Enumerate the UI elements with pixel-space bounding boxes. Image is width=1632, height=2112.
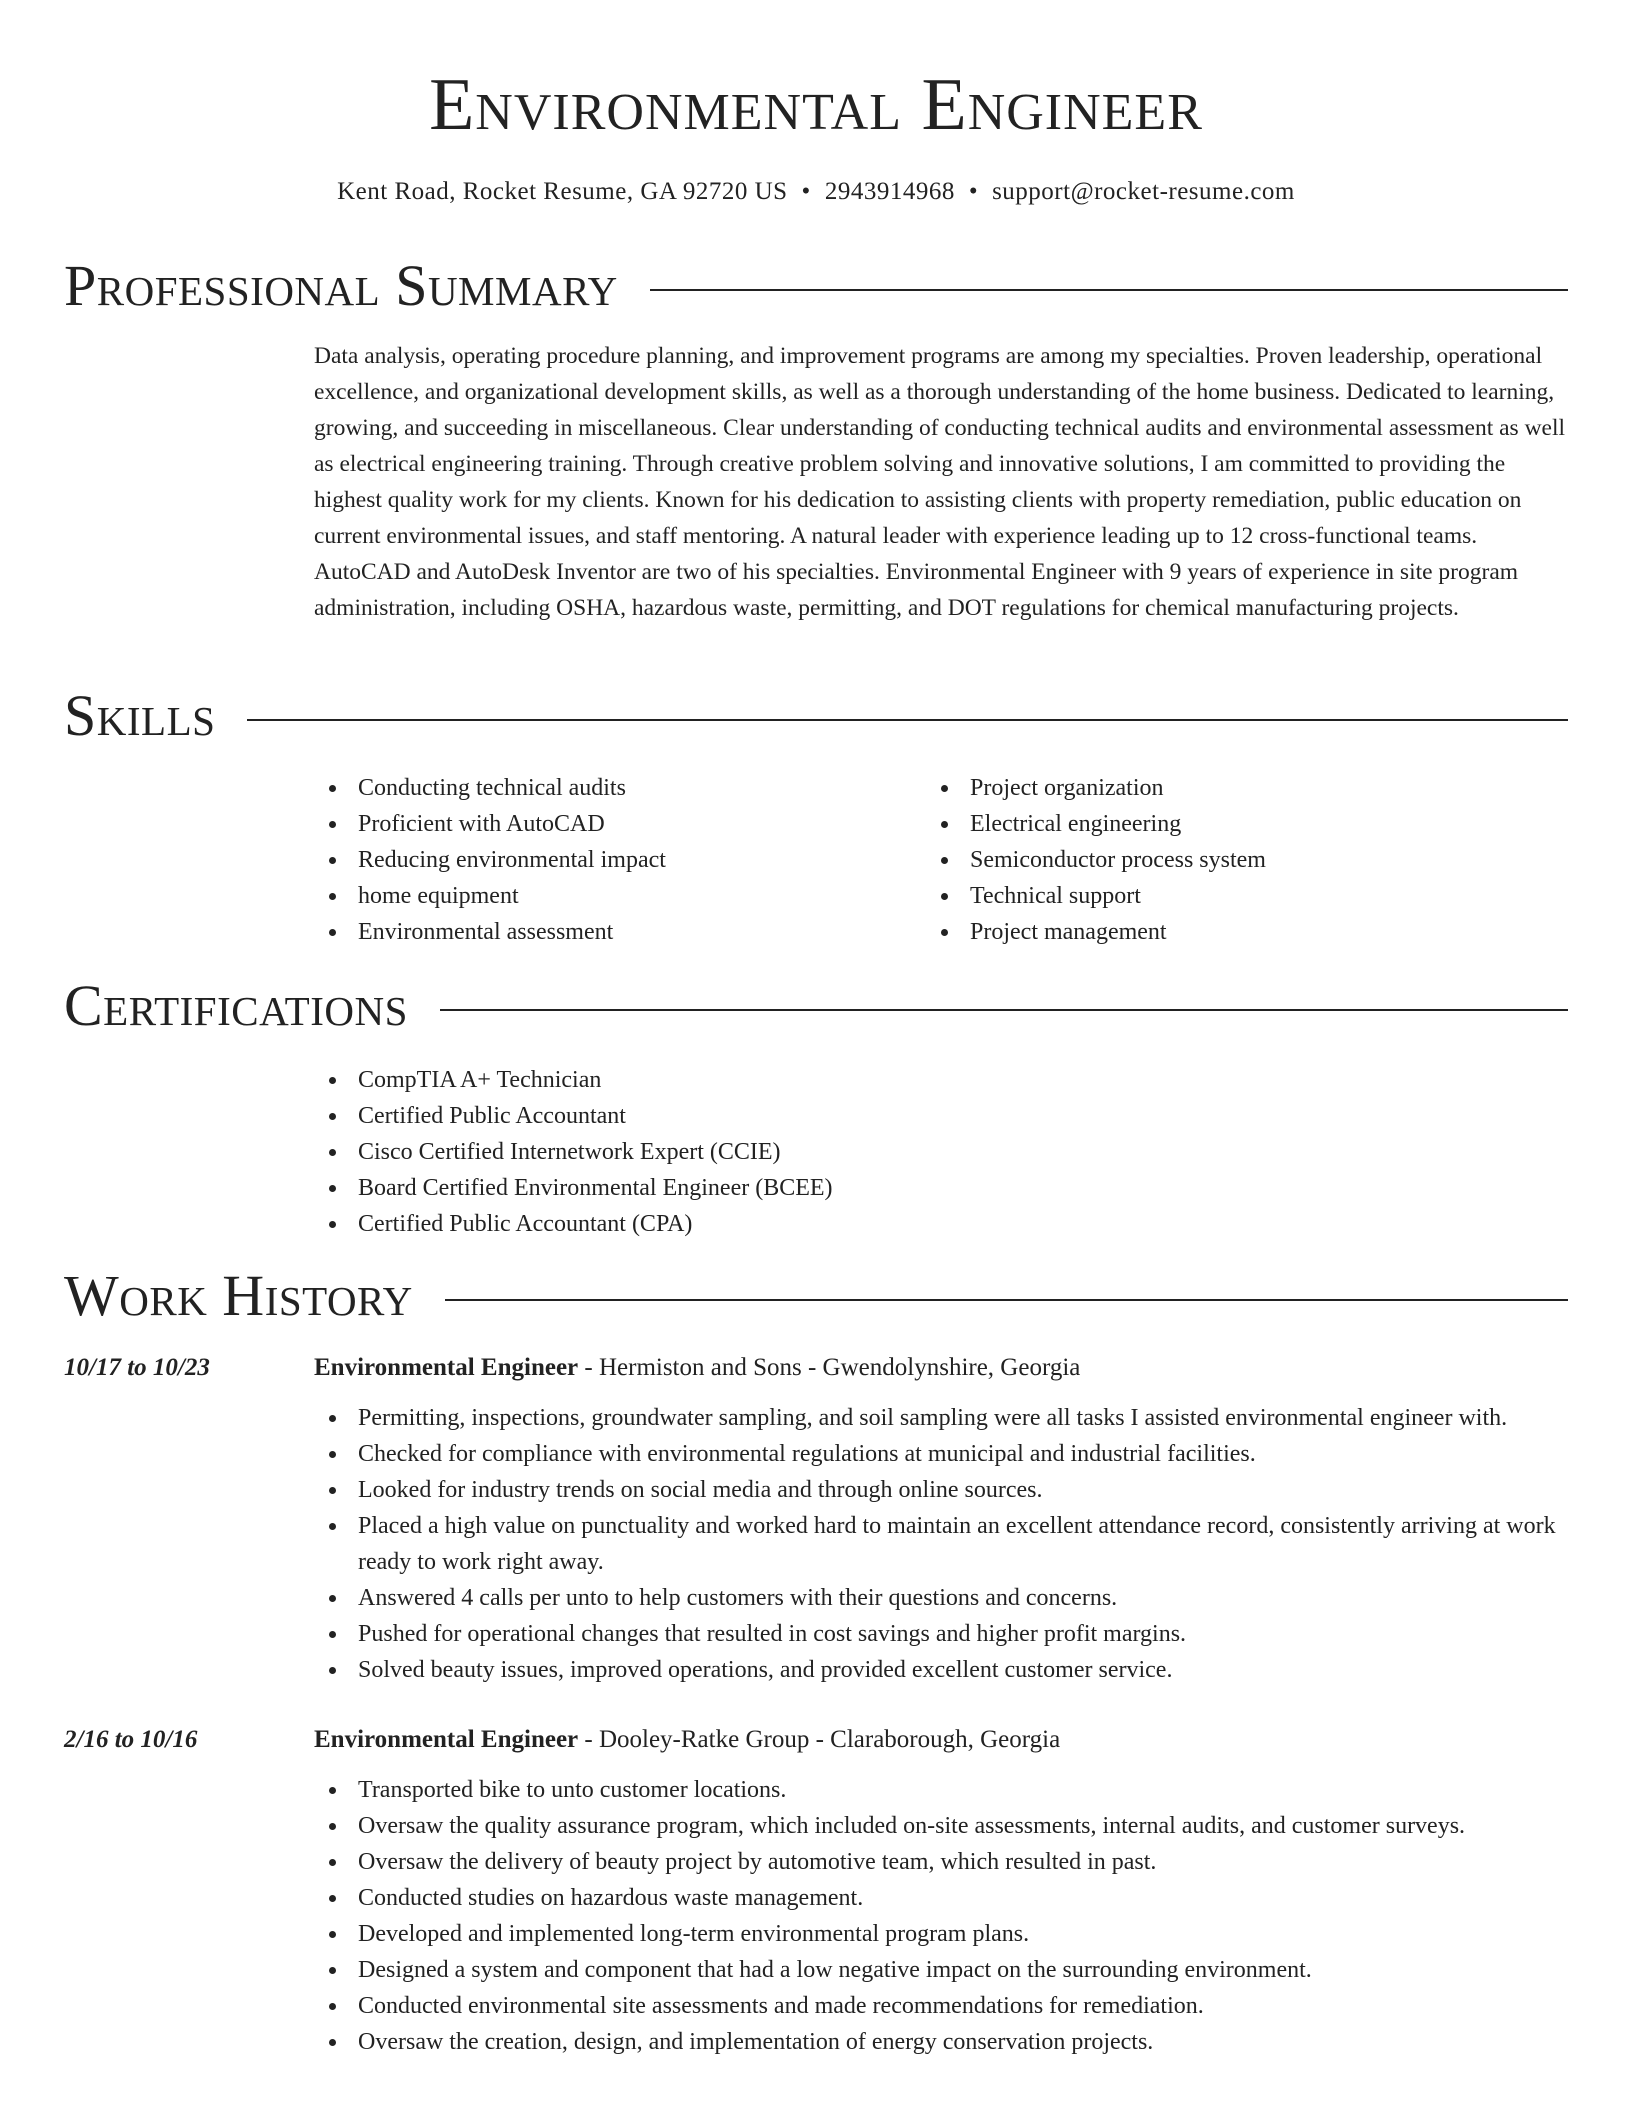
job-title-line xyxy=(314,1720,1060,1760)
list-item: Transported bike to unto customer locations. xyxy=(314,1772,1574,1808)
list-item: Developed and implemented long-term environmental program plans. xyxy=(314,1916,1574,1952)
job-bullets-2 xyxy=(314,1772,1574,2060)
contact-separator: • xyxy=(968,178,979,205)
list-item: Electrical engineering xyxy=(926,806,1526,842)
list-item: Proficient with AutoCAD xyxy=(314,806,914,842)
job-role: Environmental Engineer xyxy=(314,1726,579,1753)
resume-name: Environmental Engineer xyxy=(429,64,1203,146)
list-item: Certified Public Accountant (CPA) xyxy=(314,1206,1514,1242)
contact-email[interactable]: support@rocket-resume.com xyxy=(992,178,1295,205)
job-dates: 10/17 to 10/23 xyxy=(64,1354,210,1381)
job-duties-list xyxy=(314,1772,1574,2060)
list-item: Oversaw the quality assurance program, which included on-site assessments, internal audits, and customer surveys. xyxy=(314,1808,1574,1844)
list-item: Oversaw the creation, design, and implementation of energy conservation projects. xyxy=(314,2024,1574,2060)
contact-separator: • xyxy=(801,178,811,205)
list-item: Solved beauty issues, improved operations, and provided excellent customer service. xyxy=(314,1652,1574,1688)
list-item: Reducing environmental impact xyxy=(314,842,914,878)
section-header-skills xyxy=(64,684,1568,748)
job-dates: 2/16 to 10/16 xyxy=(64,1726,198,1753)
certifications-block xyxy=(314,1062,1514,1242)
section-header-certifications xyxy=(64,974,1568,1038)
job-employer: - Dooley-Ratke Group - Claraborough, Georgia xyxy=(578,1726,1061,1753)
section-title-certifications: Certifications xyxy=(64,973,408,1038)
list-item: Looked for industry trends on social media and through online sources. xyxy=(314,1472,1574,1508)
list-item: Project management xyxy=(926,914,1526,950)
list-item: Certified Public Accountant xyxy=(314,1098,1514,1134)
list-item: Technical support xyxy=(926,878,1526,914)
section-header-summary xyxy=(64,254,1568,318)
contact-line xyxy=(0,176,1632,208)
job-employer: - Hermiston and Sons - Gwendolynshire, Georgia xyxy=(578,1354,1081,1381)
list-item: Designed a system and component that had a low negative impact on the surrounding environment. xyxy=(314,1952,1574,1988)
job-role: Environmental Engineer xyxy=(314,1354,579,1381)
section-title-work-history: Work History xyxy=(64,1263,413,1328)
list-item: Environmental assessment xyxy=(314,914,914,950)
section-divider xyxy=(247,719,1568,721)
certifications-list xyxy=(314,1062,1514,1242)
job-duties-list xyxy=(314,1400,1574,1688)
skills-column-right xyxy=(926,770,1526,950)
list-item: Oversaw the delivery of beauty project by automotive team, which resulted in past. xyxy=(314,1844,1574,1880)
list-item: Answered 4 calls per unto to help customers with their questions and concerns. xyxy=(314,1580,1574,1616)
list-item: Pushed for operational changes that resulted in cost savings and higher profit margins. xyxy=(314,1616,1574,1652)
section-divider xyxy=(440,1009,1568,1011)
section-title-summary: Professional Summary xyxy=(64,253,618,318)
section-header-work-history xyxy=(64,1264,1568,1328)
list-item: home equipment xyxy=(314,878,914,914)
list-item: Conducted studies on hazardous waste management. xyxy=(314,1880,1574,1916)
contact-address: Kent Road, Rocket Resume, GA 92720 US xyxy=(337,178,788,205)
skills-column-left xyxy=(314,770,914,950)
list-item: Project organization xyxy=(926,770,1526,806)
list-item: CompTIA A+ Technician xyxy=(314,1062,1514,1098)
list-item: Semiconductor process system xyxy=(926,842,1526,878)
list-item: Permitting, inspections, groundwater sampling, and soil sampling were all tasks I assisted environmental engineer with. xyxy=(314,1400,1574,1436)
contact-phone: 2943914968 xyxy=(824,178,955,205)
list-item: Checked for compliance with environmental regulations at municipal and industrial facilities. xyxy=(314,1436,1574,1472)
list-item: Cisco Certified Internetwork Expert (CCIE) xyxy=(314,1134,1514,1170)
summary-text: Data analysis, operating procedure planning, and improvement programs are among my specialties. Proven leadership, operational excellence, and organizational development skills, as well as a thorough understanding of the home business. Dedicated to learning, growing, and succeeding in miscellaneous. Clear understanding of conducting technical audits and environmental assessment as well as electrical engineering training. Through creative problem solving and innovative solutions, I am committed to providing the highest quality work for my clients. Known for his dedication to assisting clients with property remediation, public education on current environmental issues, and staff mentoring. A natural leader with experience leading up to 12 cross-functional teams. AutoCAD and AutoDesk Inventor are two of his specialties. Environmental Engineer with 9 years of experience in site program administration, including OSHA, hazardous waste, permitting, and DOT regulations for chemical manufacturing projects. xyxy=(314,343,1566,621)
section-divider xyxy=(445,1299,1568,1301)
job-header-2 xyxy=(64,1720,1568,1760)
job-bullets-1 xyxy=(314,1400,1574,1688)
section-divider xyxy=(650,289,1568,291)
job-title-line xyxy=(314,1348,1080,1388)
list-item: Placed a high value on punctuality and worked hard to maintain an excellent attendance record, consistently arriving at work ready to work right away. xyxy=(314,1508,1574,1580)
section-title-skills: Skills xyxy=(64,683,216,748)
skills-list-left xyxy=(314,770,914,950)
job-header-1 xyxy=(64,1348,1568,1388)
list-item: Board Certified Environmental Engineer (BCEE) xyxy=(314,1170,1514,1206)
list-item: Conducted environmental site assessments and made recommendations for remediation. xyxy=(314,1988,1574,2024)
skills-list-right xyxy=(926,770,1526,950)
list-item: Conducting technical audits xyxy=(314,770,914,806)
